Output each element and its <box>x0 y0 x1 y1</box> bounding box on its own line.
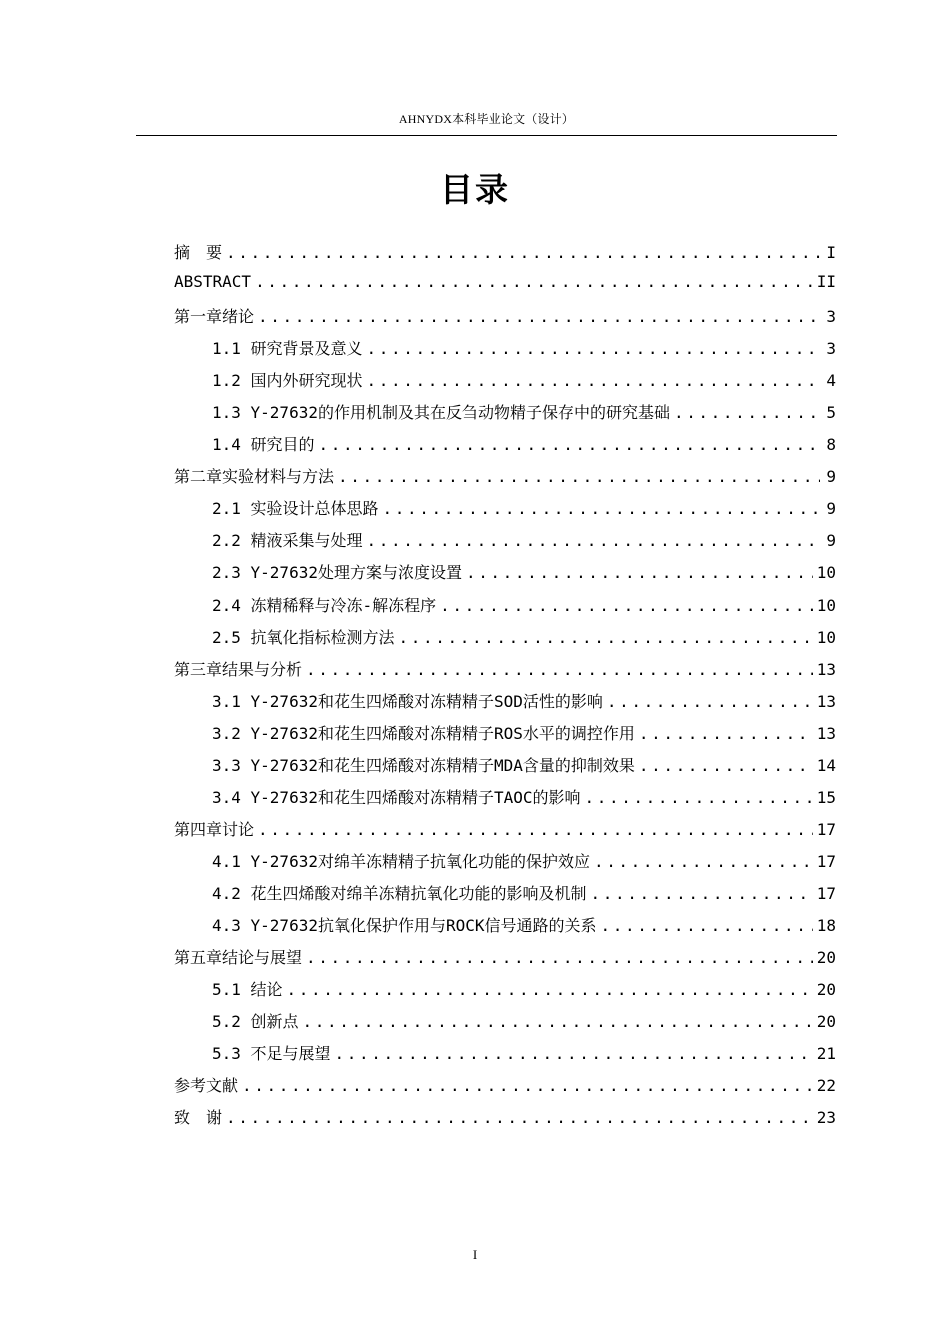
toc-dot-leader <box>367 371 820 390</box>
toc-entry[interactable] <box>174 625 836 657</box>
toc-entry-page-number: II <box>816 272 836 292</box>
toc-entry[interactable] <box>174 977 836 1009</box>
toc-entry-label: 3.3 Y-27632和花生四烯酸对冻精精子MDA含量的抑制效果 <box>212 755 635 775</box>
toc-dot-leader <box>591 884 813 903</box>
toc-entry[interactable] <box>174 1105 836 1137</box>
footer-page-number: I <box>472 1247 478 1262</box>
toc-entry[interactable] <box>174 945 836 977</box>
toc-entry[interactable] <box>174 817 836 849</box>
toc-entry[interactable] <box>174 657 836 689</box>
toc-entry-page-number: 21 <box>816 1044 836 1064</box>
toc-entry-page-number: 18 <box>816 915 836 935</box>
toc-dot-leader <box>639 724 813 743</box>
toc-entry-page-number: 13 <box>816 691 836 711</box>
toc-dot-leader <box>440 596 813 615</box>
toc-entry-page-number: 17 <box>816 883 836 903</box>
toc-dot-leader <box>585 788 813 807</box>
toc-entry-label: 5.1 结论 <box>212 980 283 1000</box>
toc-entry-label: 第一章绪论 <box>174 307 255 327</box>
toc-entry[interactable] <box>174 1073 836 1105</box>
toc-entry-label: 1.4 研究目的 <box>212 435 315 455</box>
toc-entry-page-number: 10 <box>816 627 836 647</box>
toc-entry[interactable] <box>174 496 836 528</box>
toc-entry-page-number: 17 <box>816 851 836 871</box>
toc-entry-page-number: 22 <box>816 1076 836 1096</box>
toc-entry[interactable] <box>174 1009 836 1041</box>
toc-dot-leader <box>258 307 820 326</box>
toc-entry-label: 2.3 Y-27632处理方案与浓度设置 <box>212 563 462 583</box>
toc-entry-label: 5.3 不足与展望 <box>212 1044 331 1064</box>
toc-entry-label: 5.2 创新点 <box>212 1012 299 1032</box>
toc-entry[interactable] <box>174 689 836 721</box>
toc-entry-page-number: 3 <box>826 339 836 359</box>
toc-dot-leader <box>338 467 820 486</box>
toc-entry-label: 4.1 Y-27632对绵羊冻精精子抗氧化功能的保护效应 <box>212 851 590 871</box>
toc-entry-label: 2.1 实验设计总体思路 <box>212 499 379 519</box>
toc-dot-leader <box>674 403 820 422</box>
toc-entry[interactable] <box>174 560 836 592</box>
toc-dot-leader <box>601 916 813 935</box>
toc-entry-label: 3.2 Y-27632和花生四烯酸对冻精精子ROS水平的调控作用 <box>212 723 635 743</box>
toc-dot-leader <box>226 243 820 262</box>
toc-entry-page-number: 15 <box>816 787 836 807</box>
toc-entry[interactable] <box>174 240 836 272</box>
toc-dot-leader <box>399 628 813 647</box>
toc-dot-leader <box>226 1108 813 1127</box>
toc-dot-leader <box>287 980 813 999</box>
toc-entry[interactable] <box>174 432 836 464</box>
page-title: 目录 <box>440 170 510 209</box>
toc-entry-page-number: 14 <box>816 755 836 775</box>
toc-entry-page-number: 23 <box>816 1108 836 1128</box>
toc-entry[interactable] <box>174 368 836 400</box>
toc-entry-page-number: 20 <box>816 1012 836 1032</box>
toc-entry-page-number: I <box>826 243 836 262</box>
toc-dot-leader <box>335 1044 813 1063</box>
toc-entry[interactable] <box>174 913 836 945</box>
toc-entry-page-number: 10 <box>816 563 836 583</box>
toc-entry-page-number: 13 <box>816 723 836 743</box>
toc-entry-page-number: 13 <box>816 659 836 679</box>
toc-entry-page-number: 9 <box>826 467 836 487</box>
toc-entry-label: 致 谢 <box>174 1108 223 1128</box>
toc-dot-leader <box>258 820 813 839</box>
toc-dot-leader <box>639 756 813 775</box>
toc-entry-label: 第四章讨论 <box>174 819 255 839</box>
toc-entry[interactable] <box>174 528 836 560</box>
toc-entry-page-number: 10 <box>816 595 836 615</box>
toc-entry[interactable] <box>174 753 836 785</box>
toc-entry-label: 第五章结论与展望 <box>174 948 303 968</box>
toc-dot-leader <box>303 1012 813 1031</box>
toc-entry-label: 1.3 Y-27632的作用机制及其在反刍动物精子保存中的研究基础 <box>212 403 670 423</box>
toc-entry-page-number: 8 <box>826 435 836 455</box>
toc-entry-page-number: 9 <box>826 531 836 551</box>
toc-entry[interactable] <box>174 881 836 913</box>
toc-entry[interactable] <box>174 785 836 817</box>
table-of-contents <box>174 240 836 1137</box>
toc-dot-leader <box>306 660 813 679</box>
running-header: AHNYDX本科毕业论文（设计） <box>398 112 575 126</box>
toc-dot-leader <box>367 531 820 550</box>
toc-dot-leader <box>255 272 813 291</box>
toc-dot-leader <box>306 948 813 967</box>
toc-entry-label: 3.1 Y-27632和花生四烯酸对冻精精子SOD活性的影响 <box>212 691 603 711</box>
toc-dot-leader <box>319 435 820 454</box>
toc-entry-page-number: 3 <box>826 307 836 327</box>
toc-entry[interactable] <box>174 272 836 304</box>
toc-entry-label: 第二章实验材料与方法 <box>174 467 335 487</box>
toc-entry[interactable] <box>174 1041 836 1073</box>
toc-entry-label: 3.4 Y-27632和花生四烯酸对冻精精子TAOC的影响 <box>212 787 581 807</box>
toc-entry-label: 2.4 冻精稀释与冷冻-解冻程序 <box>212 595 437 615</box>
toc-entry-page-number: 4 <box>826 371 836 391</box>
toc-dot-leader <box>383 499 820 518</box>
toc-entry[interactable] <box>174 721 836 753</box>
toc-entry-page-number: 5 <box>826 403 836 423</box>
toc-entry-label: 4.2 花生四烯酸对绵羊冻精抗氧化功能的影响及机制 <box>212 883 587 903</box>
toc-entry-page-number: 9 <box>826 499 836 519</box>
toc-dot-leader <box>367 339 820 358</box>
toc-entry-label: 1.1 研究背景及意义 <box>212 339 363 359</box>
toc-dot-leader <box>594 852 813 871</box>
toc-entry[interactable] <box>174 400 836 432</box>
toc-entry-page-number: 17 <box>816 819 836 839</box>
toc-entry[interactable] <box>174 593 836 625</box>
toc-entry-label: 2.2 精液采集与处理 <box>212 531 363 551</box>
toc-entry-label: 参考文献 <box>174 1076 239 1096</box>
toc-entry-page-number: 20 <box>816 948 836 968</box>
toc-entry-label: 摘 要 <box>174 243 223 262</box>
toc-dot-leader <box>242 1076 813 1095</box>
toc-entry[interactable] <box>174 464 836 496</box>
toc-entry[interactable] <box>174 849 836 881</box>
toc-entry-label: 1.2 国内外研究现状 <box>212 371 363 391</box>
toc-entry[interactable] <box>174 304 836 336</box>
toc-entry-label: ABSTRACT <box>174 272 252 292</box>
toc-entry-page-number: 20 <box>816 980 836 1000</box>
toc-dot-leader <box>466 563 813 582</box>
toc-entry-label: 4.3 Y-27632抗氧化保护作用与ROCK信号通路的关系 <box>212 915 597 935</box>
toc-entry-label: 2.5 抗氧化指标检测方法 <box>212 627 395 647</box>
toc-entry-label: 第三章结果与分析 <box>174 659 303 679</box>
toc-dot-leader <box>607 692 813 711</box>
header-divider <box>136 135 837 136</box>
toc-entry[interactable] <box>174 336 836 368</box>
